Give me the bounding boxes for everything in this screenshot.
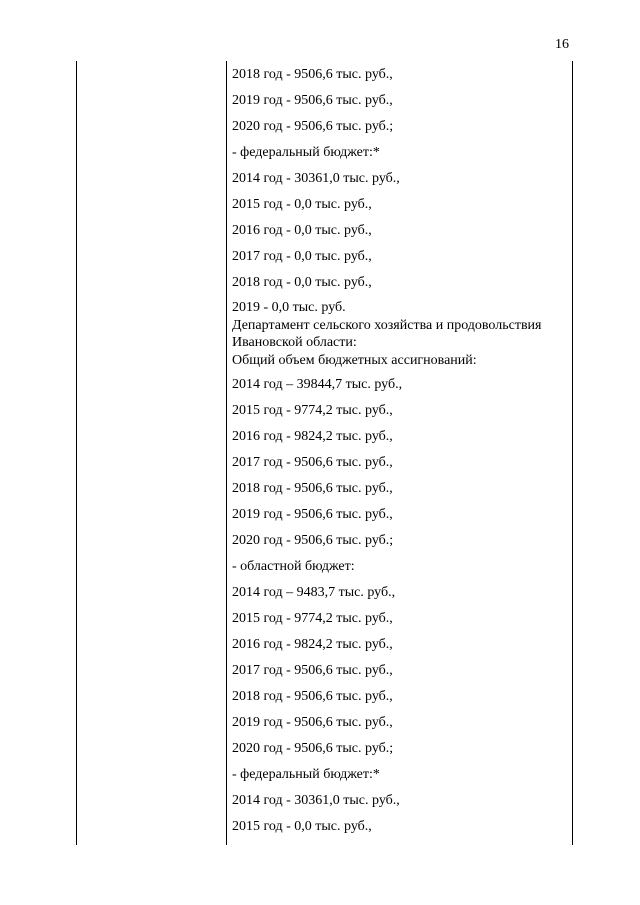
funding-line: 2017 год - 0,0 тыс. руб., — [232, 249, 372, 264]
page-number: 16 — [555, 37, 569, 52]
funding-line: 2018 год - 9506,6 тыс. руб., — [232, 67, 393, 82]
funding-line: 2014 год - 30361,0 тыс. руб., — [232, 793, 400, 808]
funding-line: 2019 - 0,0 тыс. руб. — [232, 300, 346, 315]
total-allocations-heading: Общий объем бюджетных ассигнований: — [232, 352, 477, 368]
funding-line: 2017 год - 9506,6 тыс. руб., — [232, 663, 393, 678]
budget-heading-federal: - федеральный бюджет:* — [232, 767, 380, 782]
department-block — [232, 296, 570, 372]
funding-line: 2015 год - 9774,2 тыс. руб., — [232, 403, 393, 418]
table-border-left — [76, 61, 77, 845]
department-region: Ивановской области: — [232, 335, 357, 350]
funding-line: 2019 год - 9506,6 тыс. руб., — [232, 507, 393, 522]
funding-text-column — [232, 62, 570, 840]
funding-line: 2015 год - 0,0 тыс. руб., — [232, 197, 372, 212]
funding-line: 2015 год - 0,0 тыс. руб., — [232, 819, 372, 834]
funding-line: 2018 год - 0,0 тыс. руб., — [232, 275, 372, 290]
funding-line: 2014 год – 39844,7 тыс. руб., — [232, 377, 403, 392]
funding-line: 2014 год - 30361,0 тыс. руб., — [232, 171, 400, 186]
funding-line: 2016 год - 9824,2 тыс. руб., — [232, 429, 393, 444]
department-name: Департамент сельского хозяйства и продовольствия — [232, 317, 542, 333]
funding-line: 2020 год - 9506,6 тыс. руб.; — [232, 533, 394, 548]
funding-line: 2018 год - 9506,6 тыс. руб., — [232, 689, 393, 704]
funding-line: 2014 год – 9483,7 тыс. руб., — [232, 585, 396, 600]
funding-line: 2019 год - 9506,6 тыс. руб., — [232, 93, 393, 108]
funding-line: 2015 год - 9774,2 тыс. руб., — [232, 611, 393, 626]
funding-line: 2020 год - 9506,6 тыс. руб.; — [232, 119, 394, 134]
budget-heading-federal: - федеральный бюджет:* — [232, 145, 380, 160]
funding-line: 2016 год - 0,0 тыс. руб., — [232, 223, 372, 238]
funding-line: 2016 год - 9824,2 тыс. руб., — [232, 637, 393, 652]
table-column-divider — [226, 61, 227, 845]
funding-line: 2019 год - 9506,6 тыс. руб., — [232, 715, 393, 730]
funding-line: 2018 год - 9506,6 тыс. руб., — [232, 481, 393, 496]
budget-heading-regional: - областной бюджет: — [232, 559, 355, 574]
table-border-right — [572, 61, 573, 845]
funding-line: 2020 год - 9506,6 тыс. руб.; — [232, 741, 394, 756]
funding-line: 2017 год - 9506,6 тыс. руб., — [232, 455, 393, 470]
